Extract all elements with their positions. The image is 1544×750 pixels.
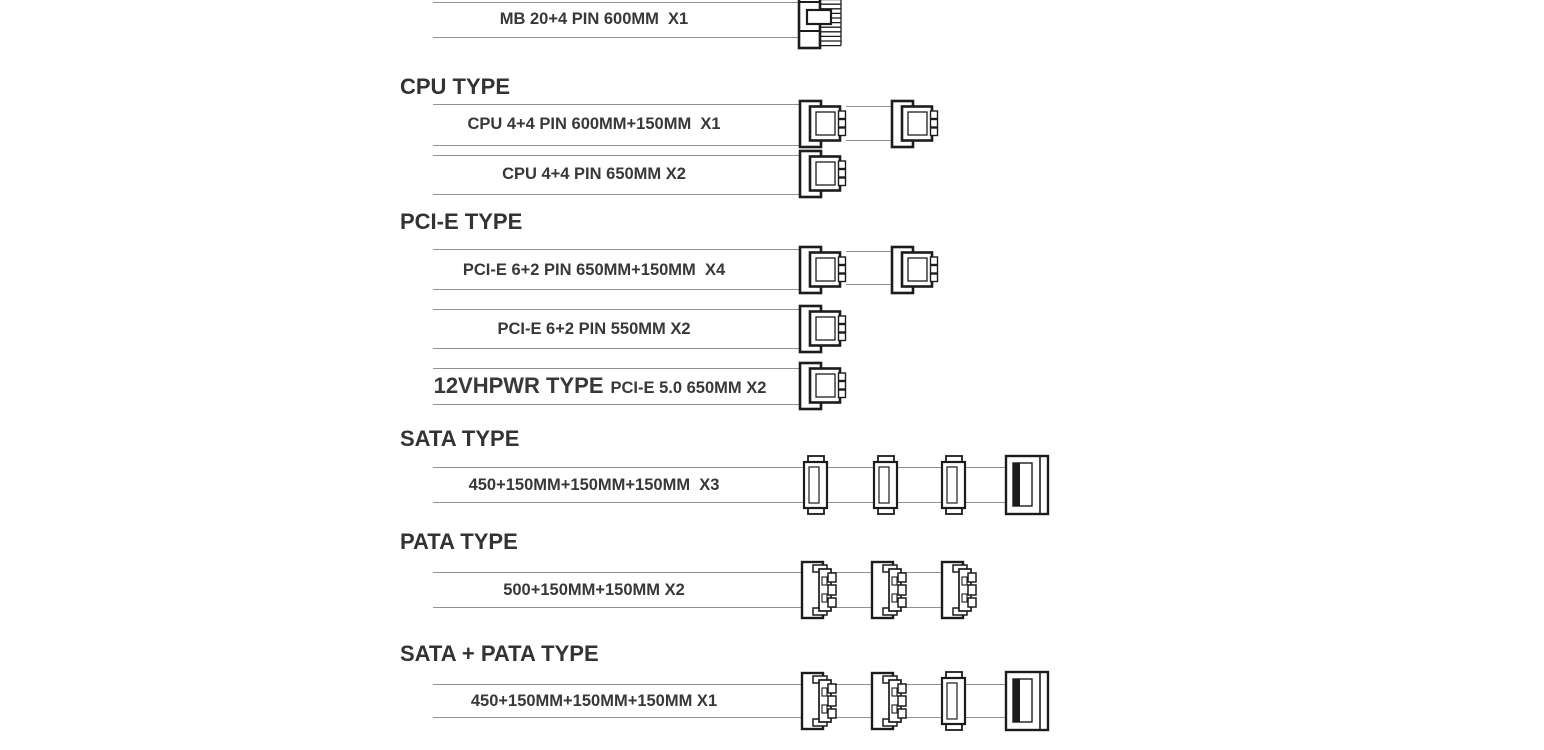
pcie-6plus2-connector-icon <box>798 304 850 354</box>
cable-line <box>433 368 802 369</box>
molex-connector-icon <box>940 558 980 622</box>
eps-4plus4-connector-icon <box>890 99 942 149</box>
section-header-cpu: CPU TYPE <box>400 74 511 99</box>
cable-line <box>846 251 894 252</box>
12vhpwr-connector-icon <box>798 361 850 411</box>
sata-connector-icon <box>872 454 902 516</box>
cable-line <box>846 106 894 107</box>
cable-label-mb: MB 20+4 PIN 600MM X1 <box>499 10 689 28</box>
molex-connector-icon <box>870 558 910 622</box>
section-header-sata: SATA TYPE <box>400 426 520 451</box>
sata-connector-icon <box>802 454 832 516</box>
cable-label-pata: 500+150MM+150MM X2 <box>503 581 685 599</box>
molex-connector-icon <box>870 669 910 733</box>
sata-connector-icon <box>940 454 970 516</box>
cable-line <box>433 717 1012 718</box>
cable-line <box>433 155 802 156</box>
cable-label-pcie-650: PCI-E 6+2 PIN 650MM+150MM X4 <box>462 261 726 279</box>
sata-end-connector-icon <box>1004 454 1050 516</box>
cable-line <box>846 140 894 141</box>
cable-line <box>433 104 802 105</box>
cable-label-12vhpwr <box>433 373 767 399</box>
section-header-sata-pata: SATA + PATA TYPE <box>400 641 599 666</box>
section-header-pata: PATA TYPE <box>400 529 518 554</box>
sata-end-connector-icon <box>1004 670 1050 732</box>
cable-label-cpu-650: CPU 4+4 PIN 650MM X2 <box>502 165 686 183</box>
cable-line <box>433 37 802 38</box>
cable-line <box>433 309 802 310</box>
cable-line <box>433 684 1012 685</box>
cable-line <box>433 2 802 3</box>
cable-line <box>433 145 802 146</box>
section-header-pcie: PCI-E TYPE <box>400 209 523 234</box>
molex-connector-icon <box>800 558 840 622</box>
cable-line <box>433 194 802 195</box>
cable-line <box>433 404 802 405</box>
molex-connector-icon <box>800 669 840 733</box>
cable-line <box>433 348 802 349</box>
cable-line <box>433 289 802 290</box>
cable-line <box>433 502 1012 503</box>
atx-24pin-connector-icon <box>797 0 847 50</box>
cable-label-sata: 450+150MM+150MM+150MM X3 <box>468 476 720 494</box>
12vhpwr-spec-label: PCI-E 5.0 650MM X2 <box>610 379 767 397</box>
12vhpwr-type-label: 12VHPWR TYPE <box>433 373 604 398</box>
sata-connector-icon <box>940 670 970 732</box>
eps-4plus4-connector-icon <box>798 99 850 149</box>
eps-4plus4-connector-icon <box>798 149 850 199</box>
cable-label-cpu-600: CPU 4+4 PIN 600MM+150MM X1 <box>467 115 721 133</box>
pcie-6plus2-connector-icon <box>798 245 850 295</box>
cable-line <box>846 284 894 285</box>
cable-label-sata-pata: 450+150MM+150MM+150MM X1 <box>470 692 718 710</box>
cable-line <box>433 467 1012 468</box>
cable-label-pcie-550: PCI-E 6+2 PIN 550MM X2 <box>497 320 691 338</box>
pcie-6plus2-connector-icon <box>890 245 942 295</box>
cable-line <box>433 249 802 250</box>
